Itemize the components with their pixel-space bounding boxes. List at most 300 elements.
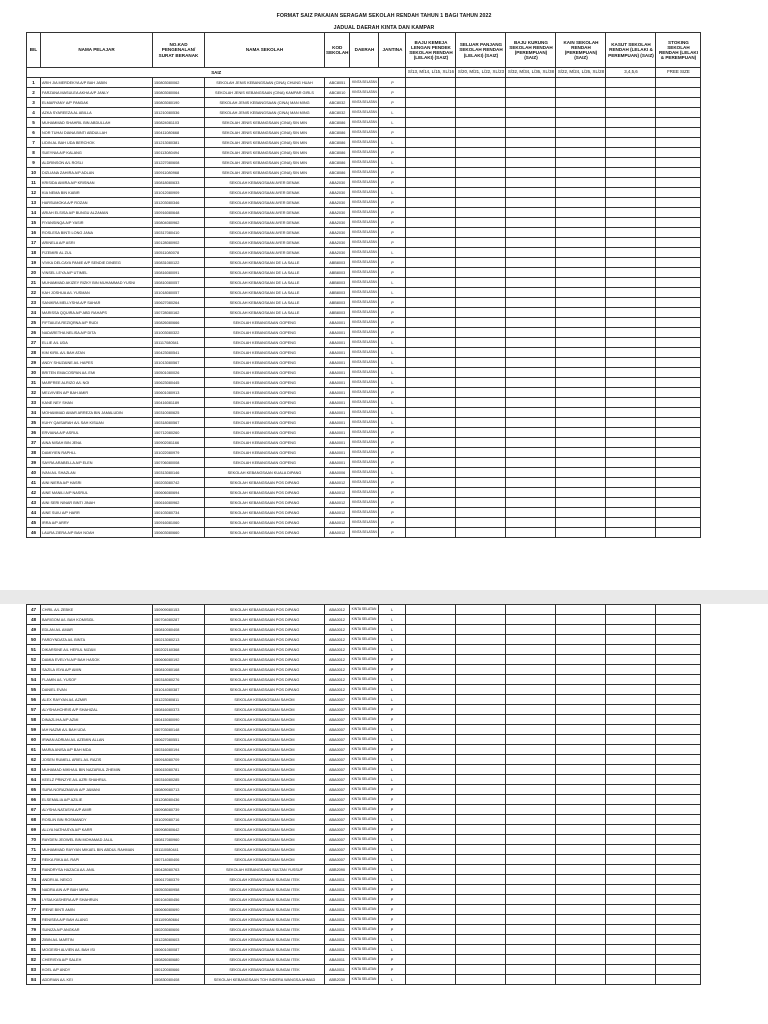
cell-baju-perempuan[interactable] — [506, 695, 556, 705]
cell-seluar[interactable] — [456, 388, 506, 398]
cell-kasut[interactable] — [606, 725, 656, 735]
cell-baju-perempuan[interactable] — [506, 188, 556, 198]
cell-kain[interactable] — [556, 975, 606, 985]
cell-baju-lelaki[interactable] — [406, 518, 456, 528]
cell-baju-lelaki[interactable] — [406, 248, 456, 258]
cell-kain[interactable] — [556, 825, 606, 835]
cell-baju-lelaki[interactable] — [406, 88, 456, 98]
cell-baju-lelaki[interactable] — [406, 885, 456, 895]
cell-seluar[interactable] — [456, 398, 506, 408]
cell-baju-perempuan[interactable] — [506, 388, 556, 398]
cell-baju-perempuan[interactable] — [506, 98, 556, 108]
cell-seluar[interactable] — [456, 725, 506, 735]
cell-baju-perempuan[interactable] — [506, 508, 556, 518]
cell-kain[interactable] — [556, 128, 606, 138]
cell-kasut[interactable] — [606, 795, 656, 805]
cell-kasut[interactable] — [606, 458, 656, 468]
cell-stoking[interactable] — [656, 528, 701, 538]
cell-baju-lelaki[interactable] — [406, 865, 456, 875]
cell-seluar[interactable] — [456, 885, 506, 895]
cell-seluar[interactable] — [456, 965, 506, 975]
cell-baju-perempuan[interactable] — [506, 845, 556, 855]
cell-baju-lelaki[interactable] — [406, 178, 456, 188]
cell-stoking[interactable] — [656, 885, 701, 895]
cell-seluar[interactable] — [456, 88, 506, 98]
cell-seluar[interactable] — [456, 955, 506, 965]
cell-baju-lelaki[interactable] — [406, 765, 456, 775]
cell-baju-lelaki[interactable] — [406, 785, 456, 795]
cell-baju-perempuan[interactable] — [506, 915, 556, 925]
cell-baju-lelaki[interactable] — [406, 388, 456, 398]
cell-kasut[interactable] — [606, 975, 656, 985]
cell-seluar[interactable] — [456, 358, 506, 368]
cell-kain[interactable] — [556, 645, 606, 655]
cell-kain[interactable] — [556, 348, 606, 358]
cell-baju-perempuan[interactable] — [506, 398, 556, 408]
cell-stoking[interactable] — [656, 408, 701, 418]
cell-kain[interactable] — [556, 915, 606, 925]
cell-seluar[interactable] — [456, 665, 506, 675]
cell-kain[interactable] — [556, 905, 606, 915]
cell-baju-lelaki[interactable] — [406, 148, 456, 158]
cell-stoking[interactable] — [656, 78, 701, 88]
cell-baju-lelaki[interactable] — [406, 945, 456, 955]
cell-baju-lelaki[interactable] — [406, 448, 456, 458]
cell-stoking[interactable] — [656, 725, 701, 735]
cell-kasut[interactable] — [606, 518, 656, 528]
cell-kain[interactable] — [556, 725, 606, 735]
cell-kain[interactable] — [556, 198, 606, 208]
cell-seluar[interactable] — [456, 348, 506, 358]
cell-seluar[interactable] — [456, 735, 506, 745]
cell-baju-lelaki[interactable] — [406, 418, 456, 428]
cell-stoking[interactable] — [656, 605, 701, 615]
cell-stoking[interactable] — [656, 895, 701, 905]
cell-kain[interactable] — [556, 308, 606, 318]
cell-baju-lelaki[interactable] — [406, 348, 456, 358]
cell-stoking[interactable] — [656, 965, 701, 975]
cell-kain[interactable] — [556, 955, 606, 965]
cell-baju-perempuan[interactable] — [506, 965, 556, 975]
cell-baju-lelaki[interactable] — [406, 715, 456, 725]
cell-kain[interactable] — [556, 655, 606, 665]
cell-kain[interactable] — [556, 178, 606, 188]
cell-seluar[interactable] — [456, 298, 506, 308]
cell-kain[interactable] — [556, 498, 606, 508]
cell-baju-perempuan[interactable] — [506, 975, 556, 985]
cell-baju-lelaki[interactable] — [406, 238, 456, 248]
cell-kasut[interactable] — [606, 695, 656, 705]
cell-baju-perempuan[interactable] — [506, 458, 556, 468]
cell-baju-lelaki[interactable] — [406, 108, 456, 118]
cell-stoking[interactable] — [656, 158, 701, 168]
cell-kain[interactable] — [556, 278, 606, 288]
cell-seluar[interactable] — [456, 975, 506, 985]
cell-stoking[interactable] — [656, 955, 701, 965]
cell-seluar[interactable] — [456, 855, 506, 865]
cell-kasut[interactable] — [606, 665, 656, 675]
cell-baju-perempuan[interactable] — [506, 288, 556, 298]
cell-baju-perempuan[interactable] — [506, 945, 556, 955]
cell-stoking[interactable] — [656, 438, 701, 448]
cell-kasut[interactable] — [606, 78, 656, 88]
cell-baju-perempuan[interactable] — [506, 635, 556, 645]
cell-stoking[interactable] — [656, 118, 701, 128]
cell-baju-perempuan[interactable] — [506, 118, 556, 128]
cell-kasut[interactable] — [606, 308, 656, 318]
cell-seluar[interactable] — [456, 645, 506, 655]
cell-seluar[interactable] — [456, 148, 506, 158]
cell-kain[interactable] — [556, 715, 606, 725]
cell-baju-lelaki[interactable] — [406, 795, 456, 805]
cell-baju-lelaki[interactable] — [406, 428, 456, 438]
cell-seluar[interactable] — [456, 675, 506, 685]
cell-kasut[interactable] — [606, 915, 656, 925]
cell-seluar[interactable] — [456, 685, 506, 695]
cell-kain[interactable] — [556, 665, 606, 675]
cell-baju-perempuan[interactable] — [506, 338, 556, 348]
cell-kasut[interactable] — [606, 825, 656, 835]
cell-baju-perempuan[interactable] — [506, 815, 556, 825]
cell-seluar[interactable] — [456, 428, 506, 438]
cell-stoking[interactable] — [656, 328, 701, 338]
cell-baju-lelaki[interactable] — [406, 835, 456, 845]
cell-kain[interactable] — [556, 478, 606, 488]
cell-baju-perempuan[interactable] — [506, 408, 556, 418]
cell-stoking[interactable] — [656, 815, 701, 825]
cell-kasut[interactable] — [606, 508, 656, 518]
cell-kasut[interactable] — [606, 418, 656, 428]
cell-baju-perempuan[interactable] — [506, 108, 556, 118]
cell-stoking[interactable] — [656, 458, 701, 468]
cell-seluar[interactable] — [456, 935, 506, 945]
cell-kasut[interactable] — [606, 448, 656, 458]
cell-seluar[interactable] — [456, 468, 506, 478]
cell-kasut[interactable] — [606, 178, 656, 188]
cell-kain[interactable] — [556, 745, 606, 755]
cell-kain[interactable] — [556, 228, 606, 238]
cell-kain[interactable] — [556, 875, 606, 885]
cell-stoking[interactable] — [656, 905, 701, 915]
cell-kain[interactable] — [556, 378, 606, 388]
cell-baju-perempuan[interactable] — [506, 675, 556, 685]
cell-stoking[interactable] — [656, 735, 701, 745]
cell-kasut[interactable] — [606, 605, 656, 615]
cell-kain[interactable] — [556, 508, 606, 518]
cell-kasut[interactable] — [606, 338, 656, 348]
cell-baju-lelaki[interactable] — [406, 755, 456, 765]
cell-stoking[interactable] — [656, 478, 701, 488]
cell-baju-perempuan[interactable] — [506, 248, 556, 258]
cell-seluar[interactable] — [456, 278, 506, 288]
cell-kain[interactable] — [556, 785, 606, 795]
cell-baju-lelaki[interactable] — [406, 488, 456, 498]
cell-seluar[interactable] — [456, 208, 506, 218]
cell-seluar[interactable] — [456, 168, 506, 178]
cell-kasut[interactable] — [606, 805, 656, 815]
cell-baju-lelaki[interactable] — [406, 655, 456, 665]
cell-kain[interactable] — [556, 368, 606, 378]
cell-baju-lelaki[interactable] — [406, 925, 456, 935]
cell-seluar[interactable] — [456, 925, 506, 935]
cell-baju-lelaki[interactable] — [406, 935, 456, 945]
cell-baju-lelaki[interactable] — [406, 508, 456, 518]
cell-kain[interactable] — [556, 775, 606, 785]
cell-seluar[interactable] — [456, 268, 506, 278]
cell-kasut[interactable] — [606, 378, 656, 388]
cell-kasut[interactable] — [606, 785, 656, 795]
cell-kasut[interactable] — [606, 98, 656, 108]
cell-seluar[interactable] — [456, 178, 506, 188]
cell-baju-perempuan[interactable] — [506, 308, 556, 318]
cell-seluar[interactable] — [456, 158, 506, 168]
cell-baju-lelaki[interactable] — [406, 895, 456, 905]
cell-kasut[interactable] — [606, 358, 656, 368]
cell-baju-perempuan[interactable] — [506, 158, 556, 168]
cell-baju-perempuan[interactable] — [506, 745, 556, 755]
cell-baju-perempuan[interactable] — [506, 785, 556, 795]
cell-baju-perempuan[interactable] — [506, 358, 556, 368]
cell-baju-perempuan[interactable] — [506, 528, 556, 538]
cell-kasut[interactable] — [606, 865, 656, 875]
cell-seluar[interactable] — [456, 915, 506, 925]
cell-kain[interactable] — [556, 945, 606, 955]
cell-kain[interactable] — [556, 865, 606, 875]
cell-kain[interactable] — [556, 625, 606, 635]
cell-stoking[interactable] — [656, 468, 701, 478]
cell-baju-perempuan[interactable] — [506, 88, 556, 98]
cell-seluar[interactable] — [456, 815, 506, 825]
cell-kain[interactable] — [556, 705, 606, 715]
cell-baju-perempuan[interactable] — [506, 685, 556, 695]
cell-kain[interactable] — [556, 895, 606, 905]
cell-seluar[interactable] — [456, 755, 506, 765]
cell-baju-lelaki[interactable] — [406, 198, 456, 208]
cell-seluar[interactable] — [456, 118, 506, 128]
cell-baju-lelaki[interactable] — [406, 905, 456, 915]
cell-seluar[interactable] — [456, 765, 506, 775]
cell-stoking[interactable] — [656, 288, 701, 298]
cell-baju-lelaki[interactable] — [406, 605, 456, 615]
cell-baju-perempuan[interactable] — [506, 498, 556, 508]
cell-kain[interactable] — [556, 765, 606, 775]
cell-seluar[interactable] — [456, 945, 506, 955]
cell-kasut[interactable] — [606, 368, 656, 378]
cell-baju-perempuan[interactable] — [506, 895, 556, 905]
cell-seluar[interactable] — [456, 498, 506, 508]
cell-kasut[interactable] — [606, 655, 656, 665]
cell-baju-lelaki[interactable] — [406, 955, 456, 965]
cell-kain[interactable] — [556, 845, 606, 855]
cell-kain[interactable] — [556, 258, 606, 268]
cell-stoking[interactable] — [656, 945, 701, 955]
cell-kasut[interactable] — [606, 735, 656, 745]
cell-stoking[interactable] — [656, 248, 701, 258]
cell-baju-perempuan[interactable] — [506, 218, 556, 228]
cell-stoking[interactable] — [656, 755, 701, 765]
cell-baju-perempuan[interactable] — [506, 368, 556, 378]
cell-stoking[interactable] — [656, 88, 701, 98]
cell-seluar[interactable] — [456, 338, 506, 348]
cell-stoking[interactable] — [656, 775, 701, 785]
cell-stoking[interactable] — [656, 218, 701, 228]
cell-kasut[interactable] — [606, 745, 656, 755]
cell-baju-perempuan[interactable] — [506, 418, 556, 428]
cell-baju-lelaki[interactable] — [406, 965, 456, 975]
cell-seluar[interactable] — [456, 248, 506, 258]
cell-baju-perempuan[interactable] — [506, 438, 556, 448]
cell-seluar[interactable] — [456, 188, 506, 198]
cell-kain[interactable] — [556, 408, 606, 418]
cell-baju-perempuan[interactable] — [506, 905, 556, 915]
cell-seluar[interactable] — [456, 615, 506, 625]
cell-kain[interactable] — [556, 218, 606, 228]
cell-baju-perempuan[interactable] — [506, 348, 556, 358]
cell-baju-perempuan[interactable] — [506, 665, 556, 675]
cell-stoking[interactable] — [656, 665, 701, 675]
cell-baju-perempuan[interactable] — [506, 228, 556, 238]
cell-stoking[interactable] — [656, 338, 701, 348]
cell-stoking[interactable] — [656, 925, 701, 935]
cell-kasut[interactable] — [606, 895, 656, 905]
cell-stoking[interactable] — [656, 298, 701, 308]
cell-baju-lelaki[interactable] — [406, 825, 456, 835]
cell-kasut[interactable] — [606, 168, 656, 178]
cell-baju-perempuan[interactable] — [506, 128, 556, 138]
cell-seluar[interactable] — [456, 378, 506, 388]
cell-baju-perempuan[interactable] — [506, 518, 556, 528]
cell-seluar[interactable] — [456, 905, 506, 915]
cell-kain[interactable] — [556, 458, 606, 468]
cell-stoking[interactable] — [656, 228, 701, 238]
cell-kain[interactable] — [556, 238, 606, 248]
cell-kasut[interactable] — [606, 398, 656, 408]
cell-kasut[interactable] — [606, 228, 656, 238]
cell-baju-perempuan[interactable] — [506, 448, 556, 458]
cell-baju-lelaki[interactable] — [406, 278, 456, 288]
cell-baju-perempuan[interactable] — [506, 765, 556, 775]
cell-seluar[interactable] — [456, 78, 506, 88]
cell-baju-lelaki[interactable] — [406, 745, 456, 755]
cell-kain[interactable] — [556, 835, 606, 845]
cell-baju-perempuan[interactable] — [506, 655, 556, 665]
cell-kain[interactable] — [556, 88, 606, 98]
cell-kain[interactable] — [556, 935, 606, 945]
cell-baju-lelaki[interactable] — [406, 268, 456, 278]
cell-kain[interactable] — [556, 965, 606, 975]
cell-kasut[interactable] — [606, 845, 656, 855]
cell-baju-lelaki[interactable] — [406, 815, 456, 825]
cell-baju-perempuan[interactable] — [506, 258, 556, 268]
cell-stoking[interactable] — [656, 645, 701, 655]
cell-kasut[interactable] — [606, 438, 656, 448]
cell-stoking[interactable] — [656, 835, 701, 845]
cell-kasut[interactable] — [606, 298, 656, 308]
cell-baju-perempuan[interactable] — [506, 855, 556, 865]
cell-baju-perempuan[interactable] — [506, 138, 556, 148]
cell-baju-perempuan[interactable] — [506, 278, 556, 288]
cell-kasut[interactable] — [606, 965, 656, 975]
cell-kasut[interactable] — [606, 238, 656, 248]
cell-kasut[interactable] — [606, 208, 656, 218]
cell-baju-lelaki[interactable] — [406, 855, 456, 865]
cell-kasut[interactable] — [606, 268, 656, 278]
cell-kain[interactable] — [556, 448, 606, 458]
cell-baju-lelaki[interactable] — [406, 635, 456, 645]
cell-kasut[interactable] — [606, 755, 656, 765]
cell-kain[interactable] — [556, 795, 606, 805]
cell-seluar[interactable] — [456, 288, 506, 298]
cell-kasut[interactable] — [606, 288, 656, 298]
cell-kain[interactable] — [556, 108, 606, 118]
cell-baju-lelaki[interactable] — [406, 975, 456, 985]
cell-seluar[interactable] — [456, 605, 506, 615]
cell-kain[interactable] — [556, 438, 606, 448]
cell-kain[interactable] — [556, 398, 606, 408]
cell-stoking[interactable] — [656, 745, 701, 755]
cell-seluar[interactable] — [456, 745, 506, 755]
cell-kain[interactable] — [556, 318, 606, 328]
cell-kasut[interactable] — [606, 128, 656, 138]
cell-baju-lelaki[interactable] — [406, 845, 456, 855]
cell-kain[interactable] — [556, 755, 606, 765]
cell-kasut[interactable] — [606, 88, 656, 98]
cell-kasut[interactable] — [606, 388, 656, 398]
cell-stoking[interactable] — [656, 148, 701, 158]
cell-kasut[interactable] — [606, 615, 656, 625]
cell-kain[interactable] — [556, 118, 606, 128]
cell-baju-perempuan[interactable] — [506, 805, 556, 815]
cell-stoking[interactable] — [656, 715, 701, 725]
cell-stoking[interactable] — [656, 935, 701, 945]
cell-baju-perempuan[interactable] — [506, 238, 556, 248]
cell-baju-lelaki[interactable] — [406, 118, 456, 128]
cell-baju-lelaki[interactable] — [406, 188, 456, 198]
cell-stoking[interactable] — [656, 488, 701, 498]
cell-baju-perempuan[interactable] — [506, 198, 556, 208]
cell-baju-perempuan[interactable] — [506, 605, 556, 615]
cell-baju-perempuan[interactable] — [506, 178, 556, 188]
cell-stoking[interactable] — [656, 398, 701, 408]
cell-baju-perempuan[interactable] — [506, 488, 556, 498]
cell-baju-perempuan[interactable] — [506, 875, 556, 885]
cell-seluar[interactable] — [456, 108, 506, 118]
cell-baju-lelaki[interactable] — [406, 158, 456, 168]
cell-baju-lelaki[interactable] — [406, 398, 456, 408]
cell-kasut[interactable] — [606, 408, 656, 418]
cell-baju-lelaki[interactable] — [406, 775, 456, 785]
cell-baju-perempuan[interactable] — [506, 725, 556, 735]
cell-seluar[interactable] — [456, 418, 506, 428]
cell-baju-lelaki[interactable] — [406, 228, 456, 238]
cell-seluar[interactable] — [456, 218, 506, 228]
cell-baju-perempuan[interactable] — [506, 328, 556, 338]
cell-seluar[interactable] — [456, 318, 506, 328]
cell-stoking[interactable] — [656, 855, 701, 865]
cell-seluar[interactable] — [456, 635, 506, 645]
cell-kasut[interactable] — [606, 278, 656, 288]
cell-kasut[interactable] — [606, 158, 656, 168]
cell-kasut[interactable] — [606, 248, 656, 258]
cell-baju-perempuan[interactable] — [506, 78, 556, 88]
cell-kasut[interactable] — [606, 138, 656, 148]
cell-seluar[interactable] — [456, 138, 506, 148]
cell-seluar[interactable] — [456, 198, 506, 208]
cell-kasut[interactable] — [606, 885, 656, 895]
cell-seluar[interactable] — [456, 228, 506, 238]
cell-kasut[interactable] — [606, 148, 656, 158]
cell-stoking[interactable] — [656, 108, 701, 118]
